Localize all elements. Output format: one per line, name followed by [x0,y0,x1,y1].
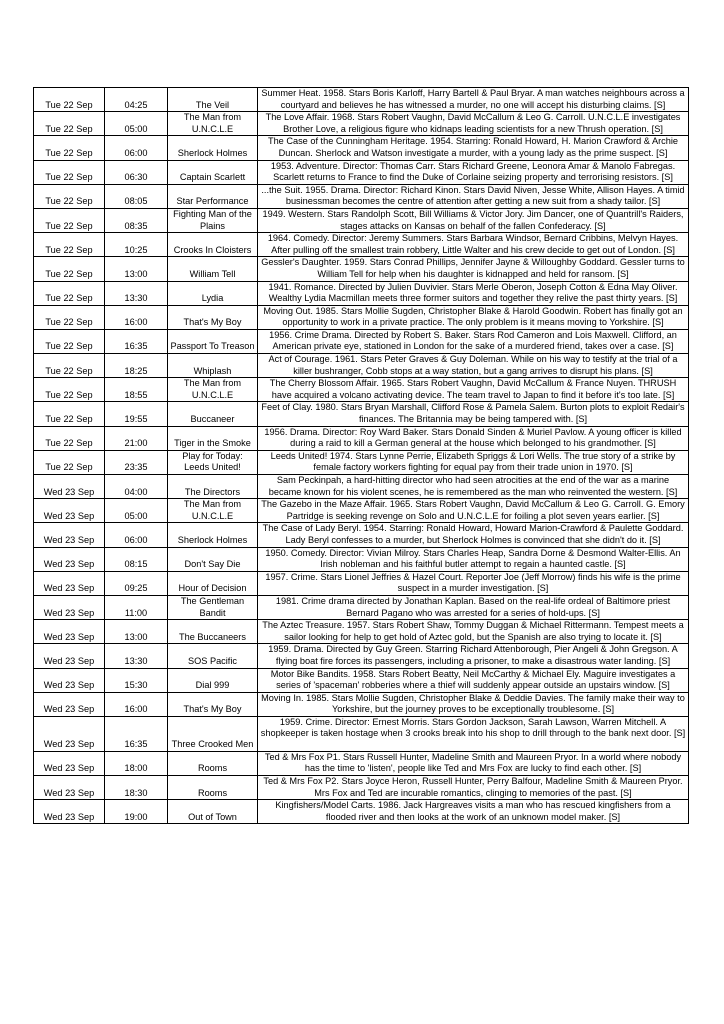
time-cell: 08:05 [105,184,168,208]
table-row [34,751,689,775]
description-cell: The Love Affair. 1968. Stars Robert Vaughn, David McCallum & Leo G. Carroll. U.N.C.L.E investigates Brother Love, a religious figure who kidnaps leading scientists for a new Thrush operation. [S] [258,112,689,136]
time-cell: 09:25 [105,571,168,595]
date-cell: Wed 23 Sep [34,751,105,775]
title-cell: Don't Say Die [168,547,258,571]
date-cell: Wed 23 Sep [34,595,105,619]
time-cell: 16:35 [105,716,168,751]
description-cell: Ted & Mrs Fox P2. Stars Joyce Heron, Russell Hunter, Perry Balfour, Madeline Smith & Maureen Pryor. Mrs Fox and Ted are incurable romantics, clinging to memories of the past. [S] [258,776,689,800]
time-cell: 06:00 [105,523,168,547]
title-cell: Captain Scarlett [168,160,258,184]
schedule-body [34,88,689,824]
table-row [34,595,689,619]
time-cell: 23:35 [105,450,168,474]
description-cell: Summer Heat. 1958. Stars Boris Karloff, Harry Bartell & Paul Bryar. A man watches neighbours across a courtyard and believes he has witnessed a murder, no one will accept his disturbing claims. [S] [258,88,689,112]
title-cell: The Gentleman Bandit [168,595,258,619]
date-cell: Wed 23 Sep [34,523,105,547]
description-cell: Feet of Clay. 1980. Stars Bryan Marshall, Clifford Rose & Pamela Salem. Burton plots to exploit Redair's finances. The Britannia may be being tampered with. [S] [258,402,689,426]
table-row [34,305,689,329]
table-row [34,668,689,692]
title-cell: The Man from U.N.C.L.E [168,499,258,523]
table-row [34,402,689,426]
title-cell: Star Performance [168,184,258,208]
time-cell: 18:00 [105,751,168,775]
title-cell: SOS Pacific [168,644,258,668]
table-row [34,547,689,571]
description-cell: Sam Peckinpah, a hard-hitting director who had seen atrocities at the end of the war as a marine became known for his violent scenes, he is remembered as the man who reinvented the western. [S] [258,475,689,499]
date-cell: Wed 23 Sep [34,499,105,523]
table-row [34,475,689,499]
description-cell: 1956. Drama. Director: Roy Ward Baker. Stars Donald Sinden & Muriel Pavlow. A young officer is killed during a raid to kill a German general at the house which belonged to his grandmother. [S] [258,426,689,450]
date-cell: Tue 22 Sep [34,450,105,474]
time-cell: 06:00 [105,136,168,160]
table-row [34,800,689,824]
schedule-table [33,87,689,824]
title-cell: That's My Boy [168,692,258,716]
description-cell: The Gazebo in the Maze Affair. 1965. Stars Robert Vaughn, David McCallum & Leo G. Carroll. G. Emory Partridge is seeking revenge on Solo and U.N.C.L.E for foiling a plot seven years earlier. [S] [258,499,689,523]
title-cell: Tiger in the Smoke [168,426,258,450]
title-cell: Dial 999 [168,668,258,692]
description-cell: The Aztec Treasure. 1957. Stars Robert Shaw, Tommy Duggan & Michael Rittermann. Tempest meets a sailor looking for help to get hold of Aztec gold, but the Spanish are also trying to locate it. [S] [258,620,689,644]
table-row [34,184,689,208]
description-cell: Motor Bike Bandits. 1958. Stars Robert Beatty, Neil McCarthy & Michael Ely. Maguire investigates a series of 'spaceman' robberies where a thief will suddenly appear outside an upstairs window. [S] [258,668,689,692]
title-cell: Whiplash [168,354,258,378]
table-row [34,88,689,112]
time-cell: 21:00 [105,426,168,450]
description-cell: 1981. Crime drama directed by Jonathan Kaplan. Based on the real-life ordeal of Baltimore priest Bernard Pagano who was arrested for a series of hold-ups. [S] [258,595,689,619]
table-row [34,776,689,800]
date-cell: Tue 22 Sep [34,136,105,160]
time-cell: 11:00 [105,595,168,619]
time-cell: 08:35 [105,208,168,232]
time-cell: 16:35 [105,329,168,353]
title-cell: The Directors [168,475,258,499]
date-cell: Wed 23 Sep [34,620,105,644]
table-row [34,354,689,378]
time-cell: 16:00 [105,692,168,716]
time-cell: 19:55 [105,402,168,426]
description-cell: Moving In. 1985. Stars Mollie Sugden, Christopher Blake & Deddie Davies. The family make their way to Yorkshire, but the journey proves to be exceptionally troublesome. [S] [258,692,689,716]
time-cell: 10:25 [105,233,168,257]
time-cell: 16:00 [105,305,168,329]
time-cell: 13:30 [105,281,168,305]
title-cell: Play for Today: Leeds United! [168,450,258,474]
title-cell: That's My Boy [168,305,258,329]
title-cell: Passport To Treason [168,329,258,353]
date-cell: Tue 22 Sep [34,305,105,329]
description-cell: Act of Courage. 1961. Stars Peter Graves & Guy Doleman. While on his way to testify at the trial of a killer bushranger, Cobb stops at a way station, but a gang arrives to disrupt his plans. [S] [258,354,689,378]
description-cell: The Case of the Cunningham Heritage. 1954. Starring: Ronald Howard, H. Marion Crawford & Archie Duncan. Sherlock and Watson investigate a murder, with a young lady as the prime suspect. [S] [258,136,689,160]
table-row [34,112,689,136]
date-cell: Tue 22 Sep [34,233,105,257]
table-row [34,136,689,160]
description-cell: ...the Suit. 1955. Drama. Director: Richard Kinon. Stars David Niven, Jesse White, Allison Hayes. A timid businessman becomes the centre of attention after getting a new suit from a shady tailor. [S] [258,184,689,208]
title-cell: The Man from U.N.C.L.E [168,378,258,402]
table-row [34,160,689,184]
time-cell: 04:25 [105,88,168,112]
title-cell: Hour of Decision [168,571,258,595]
title-cell: William Tell [168,257,258,281]
date-cell: Tue 22 Sep [34,257,105,281]
table-row [34,523,689,547]
table-row [34,716,689,751]
date-cell: Tue 22 Sep [34,112,105,136]
date-cell: Wed 23 Sep [34,716,105,751]
title-cell: Sherlock Holmes [168,136,258,160]
time-cell: 08:15 [105,547,168,571]
description-cell: 1959. Drama. Directed by Guy Green. Starring Richard Attenborough, Pier Angeli & John Gregson. A flying boat fire forces its passengers, including a prisoner, to make a disastrous water landing. [S] [258,644,689,668]
date-cell: Wed 23 Sep [34,644,105,668]
time-cell: 18:25 [105,354,168,378]
time-cell: 05:00 [105,499,168,523]
date-cell: Tue 22 Sep [34,378,105,402]
time-cell: 05:00 [105,112,168,136]
date-cell: Tue 22 Sep [34,88,105,112]
table-row [34,450,689,474]
description-cell: 1957. Crime. Stars Lionel Jeffries & Hazel Court. Reporter Joe (Jeff Morrow) finds his wife is the prime suspect in a murder investigation. [S] [258,571,689,595]
description-cell: Moving Out. 1985. Stars Mollie Sugden, Christopher Blake & Harold Goodwin. Robert has finally got an opportunity to work in a private practice. The only problem is it means moving to Yorkshire. [S] [258,305,689,329]
description-cell: 1953. Adventure. Director: Thomas Carr. Stars Richard Greene, Leonora Amar & Manolo Fabregas. Scarlett returns to France to find the Duke of Corlaine seizing property and terrorising resistors. [S] [258,160,689,184]
table-row [34,233,689,257]
table-row [34,499,689,523]
title-cell: The Veil [168,88,258,112]
time-cell: 13:00 [105,257,168,281]
title-cell: Three Crooked Men [168,716,258,751]
title-cell: The Man from U.N.C.L.E [168,112,258,136]
date-cell: Wed 23 Sep [34,668,105,692]
date-cell: Tue 22 Sep [34,402,105,426]
date-cell: Wed 23 Sep [34,776,105,800]
date-cell: Tue 22 Sep [34,354,105,378]
time-cell: 04:00 [105,475,168,499]
table-row [34,692,689,716]
time-cell: 19:00 [105,800,168,824]
table-row [34,378,689,402]
date-cell: Wed 23 Sep [34,571,105,595]
time-cell: 18:30 [105,776,168,800]
description-cell: 1964. Comedy. Director: Jeremy Summers. Stars Barbara Windsor, Bernard Cribbins, Melvyn Hayes. After pulling off the smallest train robbery, Little Walter and his crew decide to get out of London. [S] [258,233,689,257]
description-cell: Kingfishers/Model Carts. 1986. Jack Hargreaves visits a man who has rescued kingfishers from a flooded river and then looks at the work of an unknown model maker. [S] [258,800,689,824]
date-cell: Tue 22 Sep [34,208,105,232]
date-cell: Wed 23 Sep [34,547,105,571]
title-cell: Buccaneer [168,402,258,426]
title-cell: Rooms [168,776,258,800]
table-row [34,620,689,644]
description-cell: Leeds United! 1974. Stars Lynne Perrie, Elizabeth Spriggs & Lori Wells. The true story of a strike by female factory workers fighting for equal pay from their trade union in 1970. [S] [258,450,689,474]
title-cell: Fighting Man of the Plains [168,208,258,232]
date-cell: Wed 23 Sep [34,692,105,716]
description-cell: 1959. Crime. Director: Ernest Morris. Stars Gordon Jackson, Sarah Lawson, Warren Mitchell. A shopkeeper is taken hostage when 3 crooks break into his shop to drill through to the bank next door. [S] [258,716,689,751]
date-cell: Tue 22 Sep [34,329,105,353]
description-cell: Ted & Mrs Fox P1. Stars Russell Hunter, Madeline Smith and Maureen Pryor. In a world where nobody has the time to 'listen', people like Ted and Mrs Fox are lucky to find each other. [S] [258,751,689,775]
description-cell: The Case of Lady Beryl. 1954. Starring: Ronald Howard, Howard Marion-Crawford & Paulette Goddard. Lady Beryl confesses to a murder, but Sherlock Holmes is convinced that she didn't do it. [S] [258,523,689,547]
table-row [34,426,689,450]
date-cell: Tue 22 Sep [34,184,105,208]
title-cell: The Buccaneers [168,620,258,644]
title-cell: Lydia [168,281,258,305]
description-cell: 1956. Crime Drama. Directed by Robert S. Baker. Stars Rod Cameron and Lois Maxwell. Clifford, an American private eye, stationed in London for the sake of a murdered friend, takes over a case. [S] [258,329,689,353]
description-cell: The Cherry Blossom Affair. 1965. Stars Robert Vaughn, David McCallum & France Nuyen. THRUSH have acquired a volcano activating device. The team travel to Japan to find it before it's too late. [S] [258,378,689,402]
time-cell: 13:30 [105,644,168,668]
table-row [34,644,689,668]
date-cell: Tue 22 Sep [34,426,105,450]
table-row [34,281,689,305]
date-cell: Tue 22 Sep [34,281,105,305]
table-row [34,571,689,595]
title-cell: Rooms [168,751,258,775]
date-cell: Wed 23 Sep [34,475,105,499]
time-cell: 06:30 [105,160,168,184]
time-cell: 13:00 [105,620,168,644]
table-row [34,329,689,353]
date-cell: Tue 22 Sep [34,160,105,184]
table-row [34,208,689,232]
title-cell: Crooks In Cloisters [168,233,258,257]
time-cell: 18:55 [105,378,168,402]
title-cell: Sherlock Holmes [168,523,258,547]
description-cell: Gessler's Daughter. 1959. Stars Conrad Phillips, Jennifer Jayne & Willoughby Goddard. Gessler turns to William Tell for help when his daughter is kidnapped and held for ransom. [S] [258,257,689,281]
time-cell: 15:30 [105,668,168,692]
table-row [34,257,689,281]
date-cell: Wed 23 Sep [34,800,105,824]
description-cell: 1950. Comedy. Director: Vivian Milroy. Stars Charles Heap, Sandra Dorne & Desmond Walter-Ellis. An Irish nobleman and his faithful butler attempt to regain a haunted castle. [S] [258,547,689,571]
description-cell: 1949. Western. Stars Randolph Scott, Bill Williams & Victor Jory. Jim Dancer, one of Quantrill's Raiders, stages attacks on Kansas on behalf of the fallen Confederacy. [S] [258,208,689,232]
title-cell: Out of Town [168,800,258,824]
description-cell: 1941. Romance. Directed by Julien Duvivier. Stars Merle Oberon, Joseph Cotton & Edna May Oliver. Wealthy Lydia Macmillan meets three former suitors and together they relive the past thirty years. [S] [258,281,689,305]
